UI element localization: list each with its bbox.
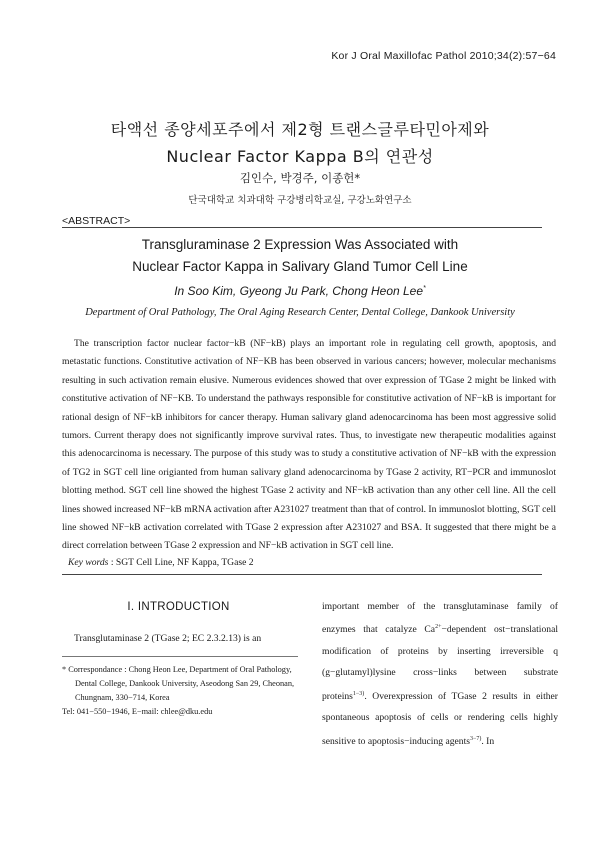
keywords-label: Key words <box>68 557 109 568</box>
abstract-top-rule <box>62 227 542 228</box>
citation-superscript-2: 3−7) <box>469 735 482 742</box>
abstract-label: <ABSTRACT> <box>62 215 134 227</box>
right-column-text-3: . Overexpression of TGase 2 results in either spontaneous apoptosis of cells or rendering cells highly sensitive to apoptosis−inducing agents <box>322 691 558 747</box>
right-column-text-4: . In <box>481 736 495 747</box>
superscript-charge: 2+ <box>435 624 442 631</box>
english-title-line-1: Transgluraminase 2 Expression Was Associated with <box>141 237 459 252</box>
correspondence-footnote <box>62 663 300 719</box>
abstract-body: The transcription factor nuclear factor−kB (NF−kB) plays an important role in regulating cell growth, apoptosis, and metastatic functions. Constitutive activation of NF−KB has been observed in various cancers; however, molecular mechanisms resulting in such activation remain elusive. Numerous evidences showed that over expression of TGase 2 might be linked with constitutive activation of NF−KB. To understand the pathways responsible for constitutive activation of NF−kB is important for rational design of NF−kB inhibitors for cancer therapy. Human salivary gland adenocarcinoma has been most aggressive solid tumors. Current therapy does not significantly improve survival rates. Thus, to investigate new therapeutic modalities against this adenocarcinoma is necessary. The purpose of this study was to study a constitutive activation of NF−kB with the expression of TG2 in SGT cell line origianted from human salivary gland adenocarcinoma by TGase 2 activity, RT−PCR and immunoslot blotting method. SGT cell line showed the highest TGase 2 activity and NF−kB activation than any other cell line. All the cell lines showed increased NF−kB mRNA activation after A231027 treatment than that of control. In immunoslot blotting, SGT cell line showed NF−kB activation correlated with TGase 2 expression after A231027 and BSA. It suggested that there might be a direct correlation between TGase 2 expression and NF−kB activation in SGT cell line. <box>62 338 556 552</box>
right-column-text-2: −dependent ost−translational modification of proteins by inserting irreversible q (g−glutamyl)lysine cross−links between substrate proteins <box>322 624 558 702</box>
journal-citation: Kor J Oral Maxillofac Pathol 2010;34(2):57−64 <box>331 50 556 62</box>
footnote-line-1: * Correspondance : Chong Heon Lee, Department of Oral Pathology, Dental College, Dankook University, Aseodong San 29, Cheonan, Chungnam, 330−714, Korea <box>62 665 295 702</box>
english-affiliation: Department of Oral Pathology, The Oral Aging Research Center, Dental College, Dankook University <box>85 307 515 318</box>
right-column-text <box>322 596 558 752</box>
korean-title-line-2: Nuclear Factor Kappa B의 연관성 <box>166 147 434 166</box>
english-authors <box>0 284 600 298</box>
korean-title-line-1: 타액선 종양세포주에서 제2형 트랜스글루타민아제와 <box>110 120 490 139</box>
korean-affiliation: 단국대학교 치과대학 구강병리학교실, 구강노화연구소 <box>188 195 412 206</box>
keywords <box>68 557 254 568</box>
footnote-rule <box>62 656 298 657</box>
corresponding-mark: * <box>423 285 426 292</box>
english-authors-names: In Soo Kim, Gyeong Ju Park, Chong Heon Lee <box>174 284 424 298</box>
citation-superscript-1: 1−3) <box>352 690 365 697</box>
keywords-value: : SGT Cell Line, NF Kappa, TGase 2 <box>108 557 254 568</box>
introduction-paragraph: Transglutaminase 2 (TGase 2; EC 2.3.2.13) is an <box>74 633 262 644</box>
keywords-rule <box>62 574 542 575</box>
korean-authors: 김인수, 박경주, 이종헌* <box>239 171 361 185</box>
section-heading-introduction: I. INTRODUCTION <box>127 601 230 613</box>
footnote-line-2: Tel: 041−550−1946, E−mail: chlee@dku.edu <box>62 707 213 716</box>
english-title-line-2: Nuclear Factor Kappa in Salivary Gland Tumor Cell Line <box>132 259 468 274</box>
right-column-text-1: important member of the transglutaminase family of enzymes that catalyze Ca <box>322 601 558 636</box>
